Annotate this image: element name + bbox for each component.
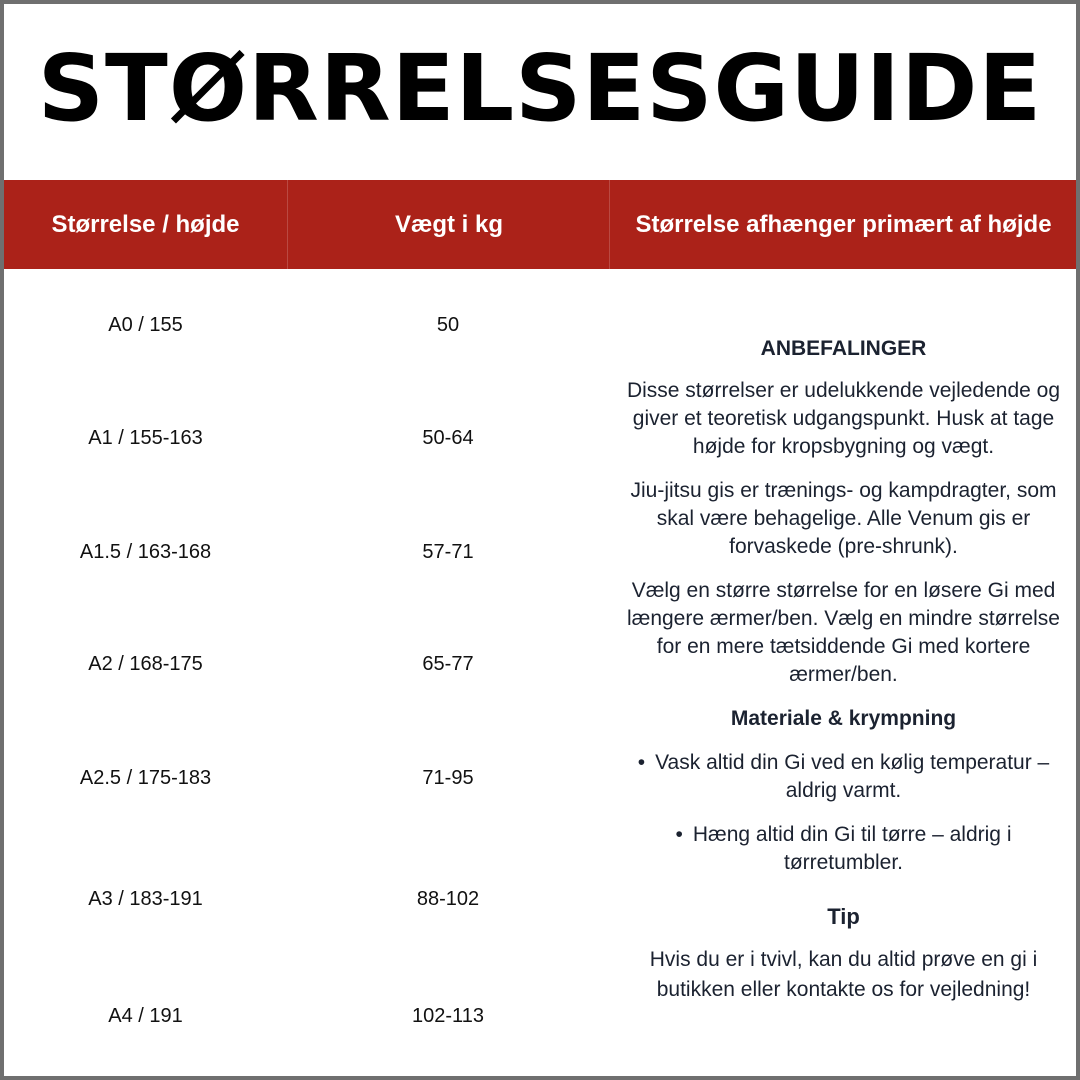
row-a0-weight: 50 (436, 314, 460, 336)
recommendations-heading: ANBEFALINGER (760, 337, 927, 360)
recommendation-paragraph: Disse størrelser er udelukkende vejledende og giver et teoretisk udgangspunkt. Husk at tage højde for kropsbygning og vægt. (626, 379, 1061, 458)
header-weight: Vægt i kg (287, 180, 610, 269)
row-a0-size: A0 / 155 (108, 314, 183, 336)
row-a1-5-weight: 57-71 (422, 541, 474, 563)
material-shrinkage-heading: Materiale & krympning (730, 707, 957, 730)
row-a2-5-size: A2.5 / 175-183 (79, 767, 212, 789)
page-title: STØRRELSESGUIDE (37, 35, 1043, 142)
bullet-icon: • (637, 751, 646, 774)
care-list-item (616, 749, 1071, 805)
row-a1-size: A1 / 155-163 (88, 427, 203, 449)
row-a1-weight: 50-64 (422, 427, 474, 449)
header-note: Størrelse afhænger primært af højde (609, 180, 1077, 269)
tip-heading: Tip (827, 904, 860, 929)
recommendations-panel (616, 329, 1071, 1005)
recommendation-paragraph: Jiu-jitsu gis er trænings- og kampdragter, som skal være behagelige. Alle Venum gis er forvaskede (pre-shrunk). (630, 479, 1057, 558)
tip-text: Hvis du er i tvivl, kan du altid prøve en gi i butikken eller kontakte os for vejledning! (649, 948, 1038, 1001)
row-a4-size: A4 / 191 (108, 1005, 183, 1027)
care-list-item-text: Vask altid din Gi ved en kølig temperatur – aldrig varmt. (655, 751, 1050, 802)
row-a4-weight: 102-113 (412, 1005, 484, 1027)
care-list-item-text: Hæng altid din Gi til tørre – aldrig i tørretumbler. (692, 823, 1012, 874)
row-a1-5-size: A1.5 / 163-168 (79, 541, 212, 563)
care-list (616, 749, 1071, 877)
bullet-icon: • (675, 823, 683, 846)
row-a3-size: A3 / 183-191 (88, 888, 203, 910)
care-list-item (616, 821, 1071, 877)
recommendation-paragraph: Vælg en større størrelse for en løsere Gi med længere ærmer/ben. Vælg en mindre størrelse for en mere tætsiddende Gi med kortere ærmer/ben. (626, 579, 1060, 686)
row-a2-5-weight: 71-95 (422, 767, 474, 789)
row-a2-weight: 65-77 (422, 653, 474, 675)
row-a2-size: A2 / 168-175 (88, 653, 203, 675)
table-header (4, 180, 1076, 269)
row-a3-weight: 88-102 (416, 888, 480, 910)
header-size-height: Størrelse / højde (51, 210, 240, 238)
